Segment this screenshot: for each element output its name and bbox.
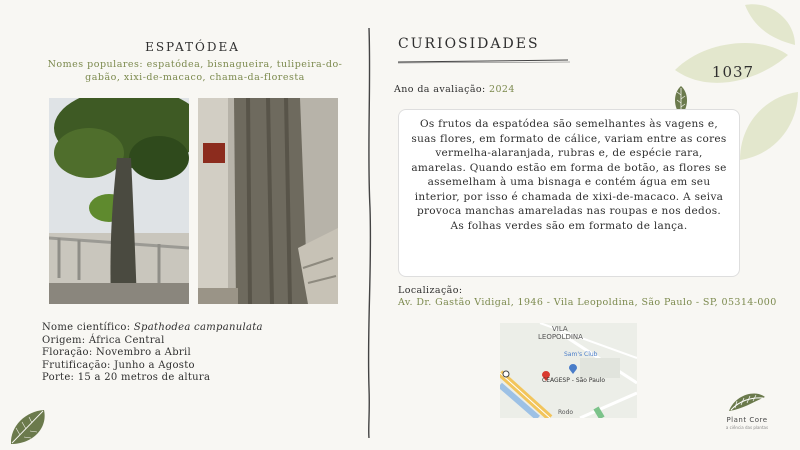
evaluation-value: 2024: [489, 84, 515, 95]
leaf-icon: [8, 408, 48, 446]
location-label: Localização:: [398, 285, 463, 296]
logo-leaf-icon: [725, 391, 769, 415]
popular-names: Nomes populares: espatódea, bisnagueira, tulipeira-do-gabão, xixi-de-macaco, chama-da-floresta: [47, 59, 343, 83]
map-district-2: LEOPOLDINA: [538, 333, 583, 341]
scientific-name-row: [42, 322, 263, 335]
evaluation-year: [394, 84, 515, 95]
species-title: ESPATÓDEA: [145, 40, 240, 54]
logo-tagline: a ciência das plantas: [725, 425, 769, 430]
curiosities-box: [398, 109, 740, 277]
curiosities-title: CURIOSIDADES: [398, 36, 540, 52]
scientific-name-label: Nome científico:: [42, 322, 134, 333]
title-underline: [398, 56, 573, 74]
map-poi-2: CEAGESP - São Paulo: [542, 377, 606, 384]
record-number: 1037: [711, 63, 755, 81]
size-row: Porte: 15 a 20 metros de altura: [42, 372, 211, 383]
tree-photo: [49, 98, 189, 304]
species-facts: [42, 322, 263, 385]
map-pin-icon: [542, 366, 550, 376]
map-district-1: VILA: [552, 325, 568, 333]
location-address[interactable]: Av. Dr. Gastão Vidigal, 1946 - Vila Leopoldina, São Paulo - SP, 05314-000: [398, 297, 777, 308]
trunk-photo: [198, 98, 338, 304]
evaluation-label: Ano da avaliação:: [394, 84, 490, 95]
scientific-name-value: Spathodea campanulata: [133, 322, 263, 333]
logo-name: Plant Core: [726, 416, 768, 424]
origin-row: Origem: África Central: [42, 334, 165, 346]
map-road: Rodo: [558, 409, 574, 416]
map-poi-1: Sam's Club: [564, 351, 598, 358]
location-map[interactable]: [500, 323, 637, 418]
map-pin-icon: [569, 359, 577, 369]
curiosities-text: Os frutos da espatódea são semelhantes às vagens e, suas flores, em formato de cálice, variam entre as cores vermelha-alaranjada, rubras e, de espécie rara, amarelas. Quando estão em forma de botão, as flores se assemelham à uma bisnaga e contém água em seu interior, por isso é chamada de xixi-de-macaco. A seiva provoca manchas amareladas nas roupas e nos dedos. As folhas verdes são em formato de lança.: [411, 118, 727, 232]
flowering-row: Floração: Novembro a Abril: [42, 347, 191, 358]
fruiting-row: Frutificação: Junho a Agosto: [42, 359, 195, 371]
column-divider: [362, 28, 376, 438]
